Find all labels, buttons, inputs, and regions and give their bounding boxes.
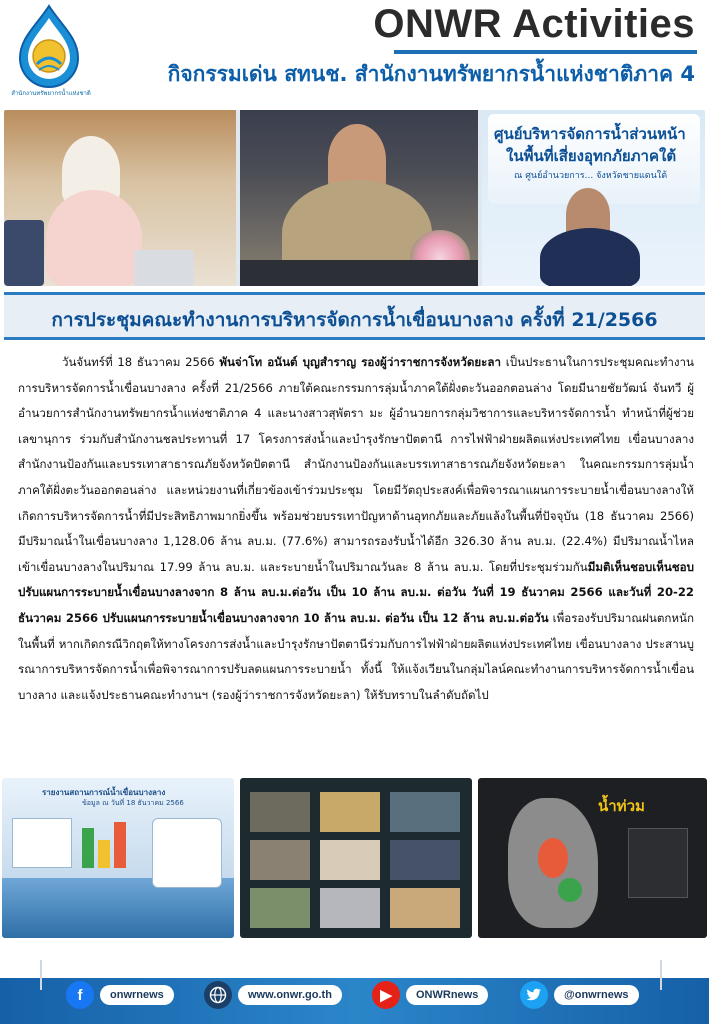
page-subtitle: กิจกรรมเด่น สทนช. สำนักงานทรัพยากรน้ำแห่งชาติภาค 4: [167, 62, 695, 86]
title-rule: [394, 50, 697, 54]
photo-chairman: [240, 110, 478, 286]
center-banner: ศูนย์บริหารจัดการน้ำส่วนหน้า ในพื้นที่เสี่ยงอุทกภัยภาคใต้ ณ ศูนย์อำนวยการ... จังหวัดชายแดนใต้: [488, 114, 700, 204]
youtube-icon: ▶: [372, 981, 400, 1009]
gallery-flood-map: น้ำท่วม: [478, 778, 707, 938]
youtube-label: ONWRnews: [406, 985, 488, 1005]
body-text-start: วันจันทร์ที่ 18 ธันวาคม 2566: [62, 355, 220, 369]
page-title: ONWR Activities: [373, 2, 695, 46]
body-text-bold-resolution: มีมติเห็นชอบเห็นชอบปรับแผนการระบายน้ำเขื่อนบางลางจาก 8 ล้าน ลบ.ม.ต่อวัน เป็น 10 ล้าน ลบ.ม. ต่อวัน วันที่ 19 ธันวาคม 2566 และวันที่ 20-22 ธันวาคม 2566 ปรับแผนการระบายน้ำเขื่อนบางลางจาก 10 ล้าน ลบ.ม. ต่อวัน เป็น 12 ล้าน ลบ.ม.ต่อวัน: [18, 559, 694, 625]
onwr-logo: [12, 4, 86, 90]
gallery-infographic: รายงานสถานการณ์น้ำเขื่อนบางลาง ข้อมูล ณ วันที่ 18 ธันวาคม 2566: [2, 778, 234, 938]
article-body: [18, 350, 694, 708]
footer-youtube[interactable]: [372, 980, 488, 1010]
footer-twitter[interactable]: [520, 980, 639, 1010]
twitter-icon: [520, 981, 548, 1009]
photo-meeting-woman: [4, 110, 236, 286]
logo-caption: สำนักงานทรัพยากรน้ำแห่งชาติ: [11, 90, 91, 97]
top-photo-strip: [4, 110, 705, 286]
windmill-icon: [660, 960, 662, 990]
page-header: [0, 0, 709, 112]
twitter-label: @onwrnews: [554, 985, 639, 1005]
facebook-icon: f: [66, 981, 94, 1009]
windmill-icon: [40, 960, 42, 990]
article-title: การประชุมคณะทำงานการบริหารจัดการน้ำเขื่อนบางลาง ครั้งที่ 21/2566: [51, 309, 658, 331]
website-label: www.onwr.go.th: [238, 985, 342, 1005]
globe-icon: [204, 981, 232, 1009]
footer-website[interactable]: [204, 980, 342, 1010]
gallery-video-conference: [240, 778, 472, 938]
body-text-bold-chair: พันจ่าโท อนันต์ บุญสำราญ รองผู้ว่าราชการจังหวัดยะลา: [219, 355, 501, 369]
article-title-bar: [4, 292, 705, 340]
bottom-gallery: [0, 778, 709, 938]
footer-facebook[interactable]: [66, 980, 174, 1010]
photo-operations-center: [482, 110, 705, 286]
body-text-end: เพื่อรองรับปริมาณฝนตกหนักในพื้นที่ หากเกิดกรณีวิกฤตให้ทางโครงการส่งน้ำและบำรุงรักษาปัตตานีร่วมกับการไฟฟ้าฝ่ายผลิตแห่งประเทศไทย เขื่อนบางลาง ประสานบูรณาการบริหารจัดการน้ำเพื่อพิจารณาการปรับลดแผนการระบายน้ำ ทั้งนี้ ให้แจ้งเวียนในกลุ่มไลน์คณะทำงานการบริหารจัดการน้ำเขื่อนบางลาง และแจ้งประธานคณะทำงานฯ (รองผู้ว่าราชการจังหวัดยะลา) ให้รับทราบในลำดับถัดไป: [18, 610, 694, 702]
body-text-mid: เป็นประธานในการประชุมคณะทำงานการบริหารจัดการน้ำเขื่อนบางลาง ครั้งที่ 21/2566 ภายใต้คณะกรรมการลุ่มน้ำภาคใต้ฝั่งตะวันออกตอนล่าง โดยมีนายชัยวัฒน์ จันทวี ผู้อำนวยการสำนักงานทรัพยากรน้ำแห่งชาติภาค 4 และนางสาวสุพัตรา มะ ผู้อำนวยการกลุ่มวิชาการและบริหารจัดการน้ำ ทำหน้าที่ผู้ช่วยเลขานุการ ร่วมกับสำนักงานชลประทานที่ 17 โครงการส่งน้ำและบำรุงรักษาปัตตานี การไฟฟ้าฝ่ายผลิตแห่งประเทศไทย เขื่อนบางลาง สำนักงานป้องกันและบรรเทาสาธารณภัยจังหวัดปัตตานี สำนักงานป้องกันและบรรเทาสาธารณภัยจังหวัดยะลา ในคณะกรรมการลุ่มน้ำภาคใต้ฝั่งตะวันออกตอนล่าง และหน่วยงานที่เกี่ยวข้องเข้าร่วมประชุม โดยมีวัตถุประสงค์เพื่อพิจารณาแผนการระบายน้ำเขื่อนบางลางให้เกิดการบริหารจัดการน้ำที่มีประสิทธิภาพมากยิ่งขึ้น พร้อมช่วยบรรเทาปัญหาด้านอุทกภัยและภัยแล้งในพื้นที่ปัจจุบัน (18 ธันวาคม 2566) มีปริมาณน้ำในเขื่อนบางลาง 1,128.06 ล้าน ลบ.ม. (77.6%) สามารถรองรับน้ำได้อีก 326.30 ล้าน ลบ.ม. (22.4%) มีปริมาณน้ำไหลเข้าเขื่อนบางลางในปริมาณ 17.99 ล้าน ลบ.ม. และระบายน้ำในปริมาณวันละ 8 ล้าน ลบ.ม. โดยที่ประชุมร่วมกัน: [18, 355, 694, 574]
facebook-label: onwrnews: [100, 985, 174, 1005]
